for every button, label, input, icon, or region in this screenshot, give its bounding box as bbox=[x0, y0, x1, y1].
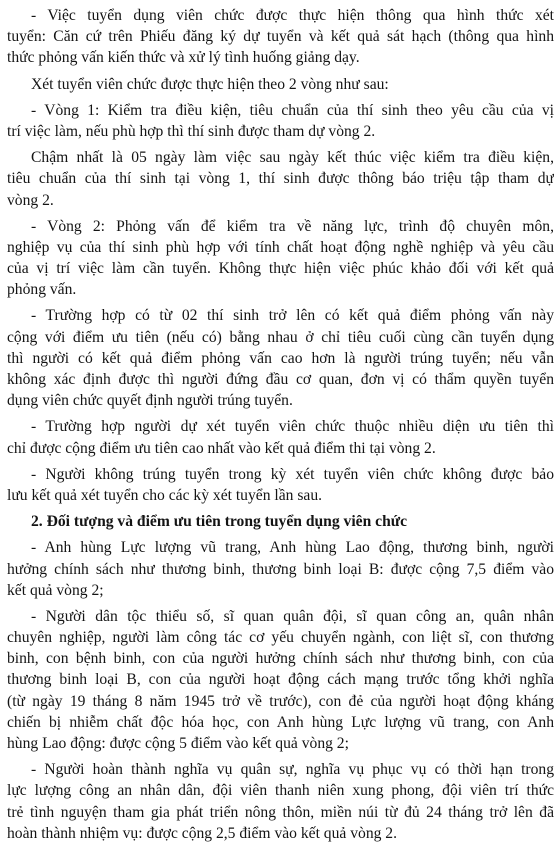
text-line: chuyên nghiệp, người làm công tác cơ yếu chuyển ngành, con liệt sĩ, con thương bbox=[7, 629, 554, 647]
text-line: lưu kết quả xét tuyển cho các kỳ xét tuyển lần sau. bbox=[7, 486, 323, 504]
text-line: thương binh loại B, con của người hoạt động cách mạng trước tổng khởi nghĩa bbox=[7, 671, 554, 689]
text-line: chiến bị nhiễm chất độc hóa học, con Anh hùng Lực lượng vũ trang, con Anh bbox=[7, 713, 554, 731]
text-line: - Người dân tộc thiểu số, sĩ quan quân đội, sĩ quan công an, quân nhân bbox=[31, 607, 554, 625]
text-line: tiêu chuẩn của thí sinh tại vòng 1, thí sinh được thông báo triệu tập tham dự bbox=[7, 170, 554, 188]
text-line: phỏng vấn. bbox=[7, 281, 77, 299]
text-line: Chậm nhất là 05 ngày làm việc sau ngày kết thúc việc kiểm tra điều kiện, bbox=[31, 149, 554, 167]
paragraph bbox=[7, 216, 554, 301]
text-line: trí việc làm, nếu phù hợp thì thí sinh được tham dự vòng 2. bbox=[7, 122, 376, 140]
paragraph bbox=[7, 537, 554, 601]
text-line: chỉ được cộng điểm ưu tiên cao nhất vào kết quả điểm thi tại vòng 2. bbox=[7, 439, 436, 457]
text-line: 2. Đối tượng và điểm ưu tiên trong tuyển dụng viên chức bbox=[31, 513, 408, 531]
text-line: thì người có kết quả điểm phỏng vấn cao hơn là người trúng tuyển; nếu vẫn bbox=[7, 349, 554, 367]
paragraph bbox=[7, 416, 554, 458]
text-line: (từ ngày 19 tháng 8 năm 1945 trở về trước), con đẻ của người hoạt động kháng bbox=[7, 692, 554, 710]
text-line: hưởng chính sách như thương binh, thương binh loại B: được cộng 7,5 điểm vào bbox=[7, 560, 554, 578]
text-line: của vị trí việc làm cần tuyển. Không thực hiện việc phúc khảo đối với kết quả bbox=[7, 260, 554, 278]
paragraph bbox=[7, 74, 554, 95]
text-line: - Trường hợp có từ 02 thí sinh trở lên có kết quả điểm phỏng vấn này bbox=[31, 307, 554, 325]
text-line: - Anh hùng Lực lượng vũ trang, Anh hùng Lao động, thương binh, người bbox=[31, 539, 554, 557]
text-line: dụng viên chức quyết định người trúng tuyển. bbox=[7, 392, 293, 410]
text-line: trẻ tình nguyện tham gia phát triển nông thôn, miền núi từ đủ 24 tháng trở lên đã bbox=[7, 803, 554, 821]
paragraph bbox=[7, 606, 554, 754]
paragraph bbox=[7, 100, 554, 142]
paragraph bbox=[7, 464, 554, 506]
text-line: tuyển: Căn cứ trên Phiếu đăng ký dự tuyển và kết quả sát hạch (thông qua hình bbox=[7, 28, 554, 46]
text-line: - Vòng 1: Kiểm tra điều kiện, tiêu chuẩn của thí sinh theo yêu cầu của vị bbox=[31, 101, 554, 119]
text-line: Xét tuyển viên chức được thực hiện theo 2 vòng như sau: bbox=[31, 75, 389, 93]
paragraph bbox=[7, 305, 554, 411]
text-line: thức phỏng vấn kiến thức và xử lý tình huống giảng dạy. bbox=[7, 49, 360, 67]
text-line: hoàn thành nhiệm vụ: được cộng 2,5 điểm vào kết quả vòng 2. bbox=[7, 824, 398, 842]
text-line: cộng với điểm ưu tiên (nếu có) bằng nhau ở chỉ tiêu cuối cùng cần tuyển dụng bbox=[7, 328, 554, 346]
text-line: - Vòng 2: Phỏng vấn để kiểm tra về năng lực, trình độ chuyên môn, bbox=[31, 217, 554, 235]
section-heading bbox=[7, 511, 554, 532]
paragraph bbox=[7, 5, 554, 69]
text-line: không xác định được thì người đứng đầu cơ quan, đơn vị có thẩm quyền tuyển bbox=[7, 371, 554, 388]
text-line: - Trường hợp người dự xét tuyển viên chức thuộc nhiều diện ưu tiên thì bbox=[31, 418, 554, 436]
paragraph bbox=[7, 147, 554, 211]
text-line: hùng Lao động: được cộng 5 điểm vào kết quả vòng 2; bbox=[7, 735, 349, 752]
text-line: nghiệp vụ của thí sinh phù hợp với tính chất hoạt động nghề nghiệp và yêu cầu bbox=[7, 238, 554, 256]
text-line: kết quả vòng 2; bbox=[7, 581, 104, 599]
text-line: lực lượng công an nhân dân, đội viên thanh niên xung phong, đội viên trí thức bbox=[7, 782, 554, 800]
text-line: vòng 2. bbox=[7, 191, 54, 209]
text-line: - Việc tuyển dụng viên chức được thực hiện thông qua hình thức xét bbox=[31, 7, 554, 24]
paragraph bbox=[7, 759, 554, 844]
text-line: - Người không trúng tuyển trong kỳ xét tuyển viên chức không được bảo bbox=[31, 465, 554, 483]
text-line: binh, con bệnh binh, con của người hưởng chính sách như thương binh, con của bbox=[7, 650, 554, 668]
text-line: - Người hoàn thành nghĩa vụ quân sự, nghĩa vụ phục vụ có thời hạn trong bbox=[31, 761, 554, 779]
